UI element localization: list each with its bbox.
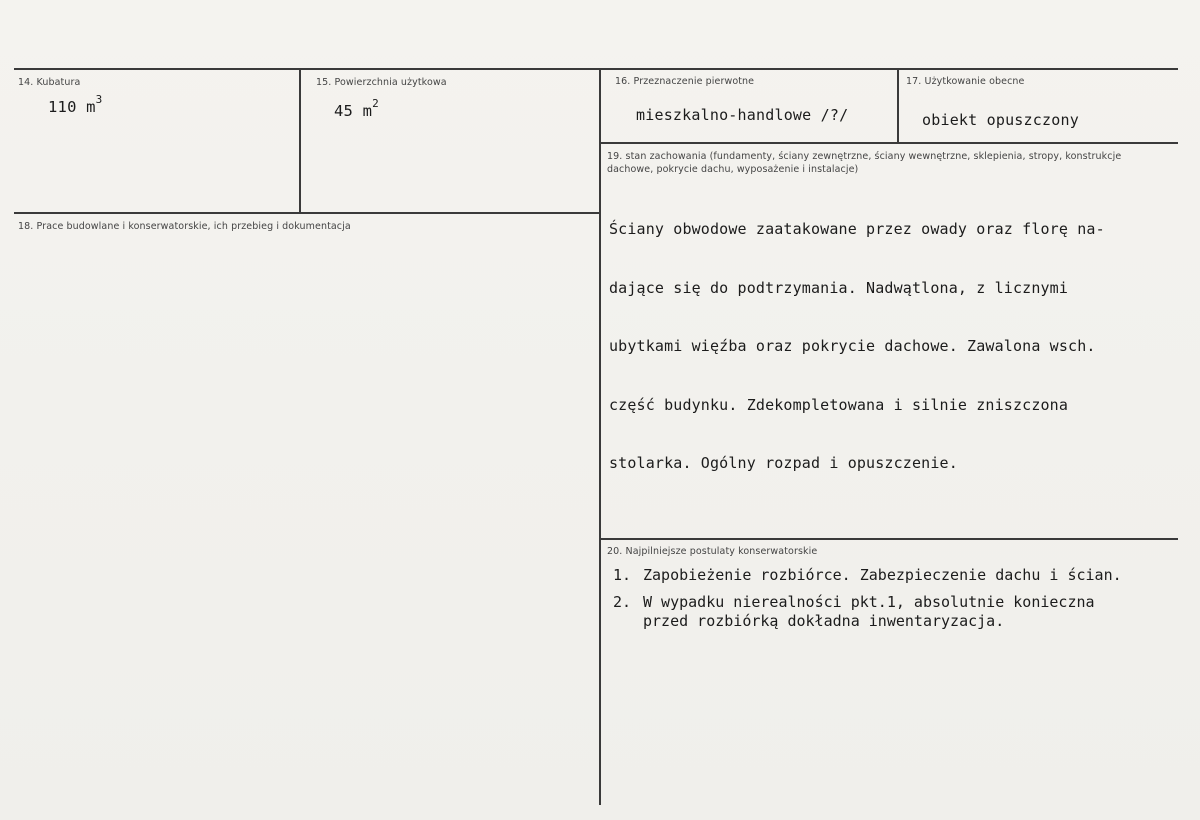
field-19-text xyxy=(609,181,1105,513)
rule-above-f20 xyxy=(600,538,1178,540)
postulate-text: Zapobieżenie rozbiórce. Zabezpieczenie dachu i ścian. xyxy=(643,566,1122,584)
postulate-item-2 xyxy=(613,593,1173,633)
field-16-label: 16. Przeznaczenie pierwotne xyxy=(615,76,755,87)
condition-line: dające się do podtrzymania. Nadwątlona, z licznymi xyxy=(609,278,1069,297)
field-19-label: 19. stan zachowania (fundamenty, ściany zewnętrzne, ściany wewnętrzne, sklepienia, stropy, konstrukcje dachowe, pokrycie dachu, wyposażenie i instalacje) xyxy=(607,151,1122,175)
postulate-text: przed rozbiórką dokładna inwentaryzacja. xyxy=(643,612,1005,630)
field-14-value xyxy=(48,93,103,117)
condition-line: stolarka. Ogólny rozpad i opuszczenie. xyxy=(609,454,958,472)
field-17-label: 17. Użytkowanie obecne xyxy=(906,76,1025,87)
field-14-label: 14. Kubatura xyxy=(18,77,81,88)
field-20-label: 20. Najpilniejsze postulaty konserwatorskie xyxy=(607,546,818,557)
postulate-text: W wypadku nierealności pkt.1, absolutnie konieczna xyxy=(643,593,1095,611)
field-17-value: obiekt opuszczony xyxy=(922,111,1079,129)
field-15-value xyxy=(334,97,379,121)
volume-unit-exponent: 3 xyxy=(95,93,103,106)
divider-f16-f17 xyxy=(897,69,899,143)
top-rule xyxy=(14,68,1178,70)
area-unit-exponent: 2 xyxy=(372,97,379,110)
field-18-label: 18. Prace budowlane i konserwatorskie, ich przebieg i dokumentacja xyxy=(18,221,351,232)
rule-under-f16-f17 xyxy=(600,142,1178,144)
center-divider xyxy=(599,69,601,805)
condition-line: ubytkami więźba oraz pokrycie dachowe. Zawalona wsch. xyxy=(609,337,1096,355)
postulate-number: 1. xyxy=(613,566,632,584)
condition-line: część budynku. Zdekompletowana i silnie zniszczona xyxy=(609,395,1069,414)
condition-line: Ściany obwodowe zaatakowane przez owady oraz florę na- xyxy=(609,220,1105,238)
field-16-value: mieszkalno-handlowe /?/ xyxy=(636,106,849,124)
divider-f14-f15 xyxy=(299,69,301,213)
area-number: 45 m xyxy=(334,102,373,121)
field-15-label: 15. Powierzchnia użytkowa xyxy=(316,77,447,88)
postulate-number: 2. xyxy=(613,593,632,611)
rule-under-f14-f15 xyxy=(14,212,599,214)
volume-number: 110 m xyxy=(48,98,96,117)
postulate-item-1 xyxy=(613,566,1173,588)
